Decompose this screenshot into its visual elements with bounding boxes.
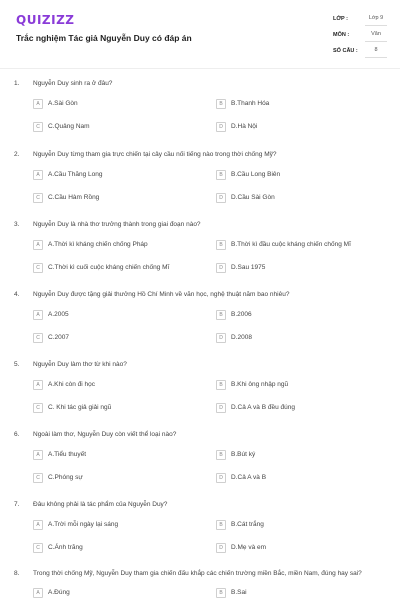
option-letter-box: A — [33, 520, 43, 530]
option-label: D.Hà Nội — [231, 123, 258, 130]
question-1 — [0, 80, 400, 150]
question-text: Đâu không phải là tác phẩm của Nguyễn Duy? — [33, 501, 168, 508]
option-letter-box: A — [33, 240, 43, 250]
option-letter-box: A — [33, 310, 43, 320]
meta-subject-value: Văn — [365, 28, 387, 42]
option-a[interactable] — [33, 99, 193, 111]
option-c[interactable] — [33, 263, 193, 275]
question-number: 3. — [14, 221, 20, 228]
option-letter-box: C — [33, 543, 43, 553]
option-c[interactable] — [33, 193, 193, 205]
meta-grade-label: LỚP : — [333, 16, 348, 22]
option-a[interactable] — [33, 520, 193, 532]
option-a[interactable] — [33, 450, 193, 462]
option-letter-box: C — [33, 193, 43, 203]
question-7 — [0, 501, 400, 571]
option-label: B.Sai — [231, 589, 247, 596]
question-number: 5. — [14, 361, 20, 368]
option-label: C.Cầu Hàm Rồng — [48, 194, 100, 201]
option-d[interactable] — [216, 473, 376, 485]
option-letter-box: D — [216, 263, 226, 273]
option-b[interactable] — [216, 240, 376, 252]
question-text: Trong thời chống Mỹ, Nguyễn Duy tham gia chiến đấu khắp các chiến trường miền Bắc, miền Nam, đúng hay sai? — [33, 570, 362, 577]
quizizz-logo: QUIZIZZ — [16, 13, 75, 27]
question-text: Ngoài làm thơ, Nguyễn Duy còn viết thể loại nào? — [33, 431, 177, 438]
question-text: Nguyễn Duy từng tham gia trực chiến tại cây cầu nối tiếng nào trong thời chống Mỹ? — [33, 151, 277, 158]
option-letter-box: B — [216, 380, 226, 390]
option-letter-box: B — [216, 170, 226, 180]
option-letter-box: B — [216, 450, 226, 460]
option-letter-box: A — [33, 99, 43, 109]
option-a[interactable] — [33, 588, 193, 600]
option-letter-box: B — [216, 310, 226, 320]
meta-subject-label: MÔN : — [333, 32, 350, 38]
question-4 — [0, 291, 400, 361]
option-label: A.2005 — [48, 311, 69, 318]
option-label: D.Mẹ và em — [231, 544, 267, 551]
meta-subject — [333, 28, 387, 43]
option-letter-box: C — [33, 473, 43, 483]
option-letter-box: C — [33, 403, 43, 413]
option-letter-box: D — [216, 473, 226, 483]
question-number: 6. — [14, 431, 20, 438]
option-a[interactable] — [33, 310, 193, 322]
question-2 — [0, 151, 400, 221]
question-3 — [0, 221, 400, 291]
option-d[interactable] — [216, 333, 376, 345]
option-label: C.Phóng sự — [48, 474, 83, 481]
option-label: B.2006 — [231, 311, 252, 318]
option-letter-box: A — [33, 588, 43, 598]
option-letter-box: A — [33, 450, 43, 460]
option-label: D.Sau 1975 — [231, 264, 266, 271]
option-letter-box: C — [33, 333, 43, 343]
option-letter-box: A — [33, 380, 43, 390]
question-number: 4. — [14, 291, 20, 298]
option-label: A.Trời mỗi ngày lại sáng — [48, 521, 119, 528]
option-b[interactable] — [216, 380, 376, 392]
option-label: C.Thời kì cuối cuộc kháng chiến chống Mĩ — [48, 264, 170, 271]
option-letter-box: D — [216, 403, 226, 413]
question-8 — [0, 570, 400, 600]
option-label: B.Bút ký — [231, 451, 256, 458]
option-d[interactable] — [216, 193, 376, 205]
option-letter-box: C — [33, 122, 43, 132]
option-letter-box: D — [216, 543, 226, 553]
option-label: C.2007 — [48, 334, 69, 341]
option-b[interactable] — [216, 450, 376, 462]
question-5 — [0, 361, 400, 431]
option-b[interactable] — [216, 99, 376, 111]
option-label: A.Cầu Thăng Long — [48, 171, 103, 178]
option-letter-box: D — [216, 122, 226, 132]
option-b[interactable] — [216, 588, 376, 600]
option-label: A.Tiểu thuyết — [48, 451, 87, 458]
question-number: 2. — [14, 151, 20, 158]
question-text: Nguyễn Duy sinh ra ở đâu? — [33, 80, 113, 87]
question-text: Nguyễn Duy được tặng giải thưởng Hồ Chí Minh về văn học, nghệ thuật năm bao nhiêu? — [33, 291, 290, 298]
question-text: Nguyễn Duy là nhà thơ trưởng thành trong giai đoạn nào? — [33, 221, 201, 228]
option-c[interactable] — [33, 543, 193, 555]
header-divider — [0, 68, 400, 69]
option-label: C.Ánh trăng — [48, 544, 83, 551]
option-label: C. Khi tác giả giải ngũ — [48, 404, 112, 411]
option-letter-box: A — [33, 170, 43, 180]
option-label: A.Đúng — [48, 589, 70, 596]
option-c[interactable] — [33, 333, 193, 345]
option-d[interactable] — [216, 543, 376, 555]
option-b[interactable] — [216, 520, 376, 532]
option-label: A.Khi còn đi học — [48, 381, 95, 388]
option-d[interactable] — [216, 263, 376, 275]
meta-grade-value: Lớp 9 — [365, 12, 387, 26]
option-letter-box: D — [216, 193, 226, 203]
option-b[interactable] — [216, 310, 376, 322]
option-label: C.Quảng Nam — [48, 123, 90, 130]
worksheet-header — [0, 0, 400, 70]
option-letter-box: D — [216, 333, 226, 343]
option-label: B.Thời kì đầu cuộc kháng chiến chống Mĩ — [231, 241, 351, 248]
option-d[interactable] — [216, 122, 376, 134]
meta-question-count-label: SỐ CÂU : — [333, 48, 358, 54]
option-a[interactable] — [33, 170, 193, 182]
option-label: D.2008 — [231, 334, 252, 341]
option-b[interactable] — [216, 170, 376, 182]
option-label: A.Thời kì kháng chiến chống Pháp — [48, 241, 148, 248]
option-letter-box: B — [216, 240, 226, 250]
option-a[interactable] — [33, 240, 193, 252]
option-label: B.Thanh Hóa — [231, 100, 270, 107]
option-d[interactable] — [216, 403, 376, 415]
meta-question-count — [333, 44, 387, 59]
worksheet-title: Trắc nghiệm Tác giả Nguyễn Duy có đáp án — [16, 33, 192, 43]
option-letter-box: B — [216, 99, 226, 109]
option-label: B.Cát trắng — [231, 521, 264, 528]
meta-question-count-value: 8 — [365, 44, 387, 58]
question-6 — [0, 431, 400, 501]
option-c[interactable] — [33, 473, 193, 485]
option-label: B.Khi ông nhập ngũ — [231, 381, 289, 388]
option-c[interactable] — [33, 122, 193, 134]
option-a[interactable] — [33, 380, 193, 392]
question-text: Nguyễn Duy làm thơ từ khi nào? — [33, 361, 127, 368]
option-c[interactable] — [33, 403, 193, 415]
option-label: D.Cả A và B — [231, 474, 267, 481]
option-letter-box: B — [216, 588, 226, 598]
option-letter-box: B — [216, 520, 226, 530]
question-number: 7. — [14, 501, 20, 508]
meta-grade — [333, 12, 387, 27]
option-label: A.Sài Gòn — [48, 100, 78, 107]
question-number: 1. — [14, 80, 20, 87]
option-label: D.Cả A và B đều đúng — [231, 404, 295, 411]
option-label: D.Cầu Sài Gòn — [231, 194, 275, 201]
option-letter-box: C — [33, 263, 43, 273]
question-number: 8. — [14, 570, 20, 577]
option-label: B.Cầu Long Biên — [231, 171, 281, 178]
